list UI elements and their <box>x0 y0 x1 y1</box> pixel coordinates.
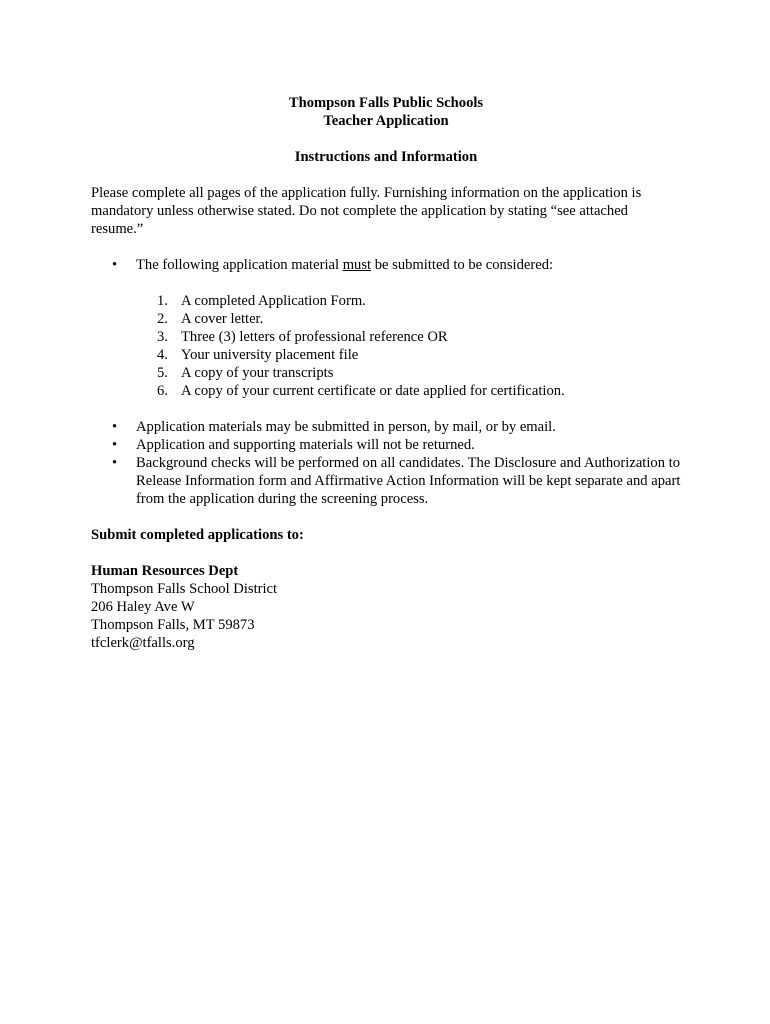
note-item <box>91 436 681 454</box>
bullet-icon: • <box>112 419 118 435</box>
school-name: Thompson Falls Public Schools <box>288 95 484 111</box>
list-item <box>91 328 681 346</box>
list-item <box>91 364 681 382</box>
materials-intro-emphasis: must <box>342 257 372 273</box>
list-item-text: Your university placement file <box>181 347 359 363</box>
application-title: Teacher Application <box>323 113 449 129</box>
notes-bullet-list <box>91 418 681 508</box>
materials-intro-before: The following application material <box>136 257 343 273</box>
bullet-icon: • <box>112 257 118 273</box>
note-item <box>91 418 681 436</box>
address-street: 206 Haley Ave W <box>91 599 195 615</box>
list-item <box>91 292 681 310</box>
note-text: Background checks will be performed on all candidates. The Disclosure and Authorization to Release Information form and Affirmative Action Information will be kept separate and apart from the application during the screening process. <box>136 455 681 507</box>
materials-numbered-list <box>91 292 681 400</box>
list-item <box>91 346 681 364</box>
materials-bullet-list <box>91 256 681 274</box>
list-item <box>91 310 681 328</box>
intro-paragraph: Please complete all pages of the application fully. Furnishing information on the application is mandatory unless otherwise stated. Do not complete the application by stating “see attached resume.” <box>91 185 642 237</box>
list-item-text: A completed Application Form. <box>181 293 366 309</box>
bullet-icon: • <box>112 437 118 453</box>
note-text: Application materials may be submitted in person, by mail, or by email. <box>136 419 556 435</box>
list-item-text: Three (3) letters of professional reference OR <box>181 329 448 345</box>
list-item-text: A copy of your current certificate or date applied for certification. <box>181 383 565 399</box>
materials-bullet <box>91 256 681 274</box>
list-item-number: 1. <box>157 293 168 309</box>
list-item-text: A cover letter. <box>181 311 264 327</box>
list-item-number: 3. <box>157 329 168 345</box>
list-item-number: 6. <box>157 383 168 399</box>
note-text: Application and supporting materials will not be returned. <box>136 437 475 453</box>
list-item-number: 4. <box>157 347 168 363</box>
list-item-number: 2. <box>157 311 168 327</box>
address-district: Thompson Falls School District <box>91 581 278 597</box>
materials-intro-after: be submitted to be considered: <box>371 257 554 273</box>
submit-heading: Submit completed applications to: <box>91 527 304 543</box>
contact-email: tfclerk@tfalls.org <box>91 635 195 651</box>
list-item-text: A copy of your transcripts <box>181 365 334 381</box>
document-page <box>91 94 681 652</box>
list-item <box>91 382 681 400</box>
list-item-number: 5. <box>157 365 168 381</box>
note-item <box>91 454 681 508</box>
bullet-icon: • <box>112 455 118 471</box>
mailing-address <box>91 562 681 652</box>
address-department: Human Resources Dept <box>91 563 239 579</box>
address-city: Thompson Falls, MT 59873 <box>91 617 255 633</box>
section-title: Instructions and Information <box>294 149 478 165</box>
